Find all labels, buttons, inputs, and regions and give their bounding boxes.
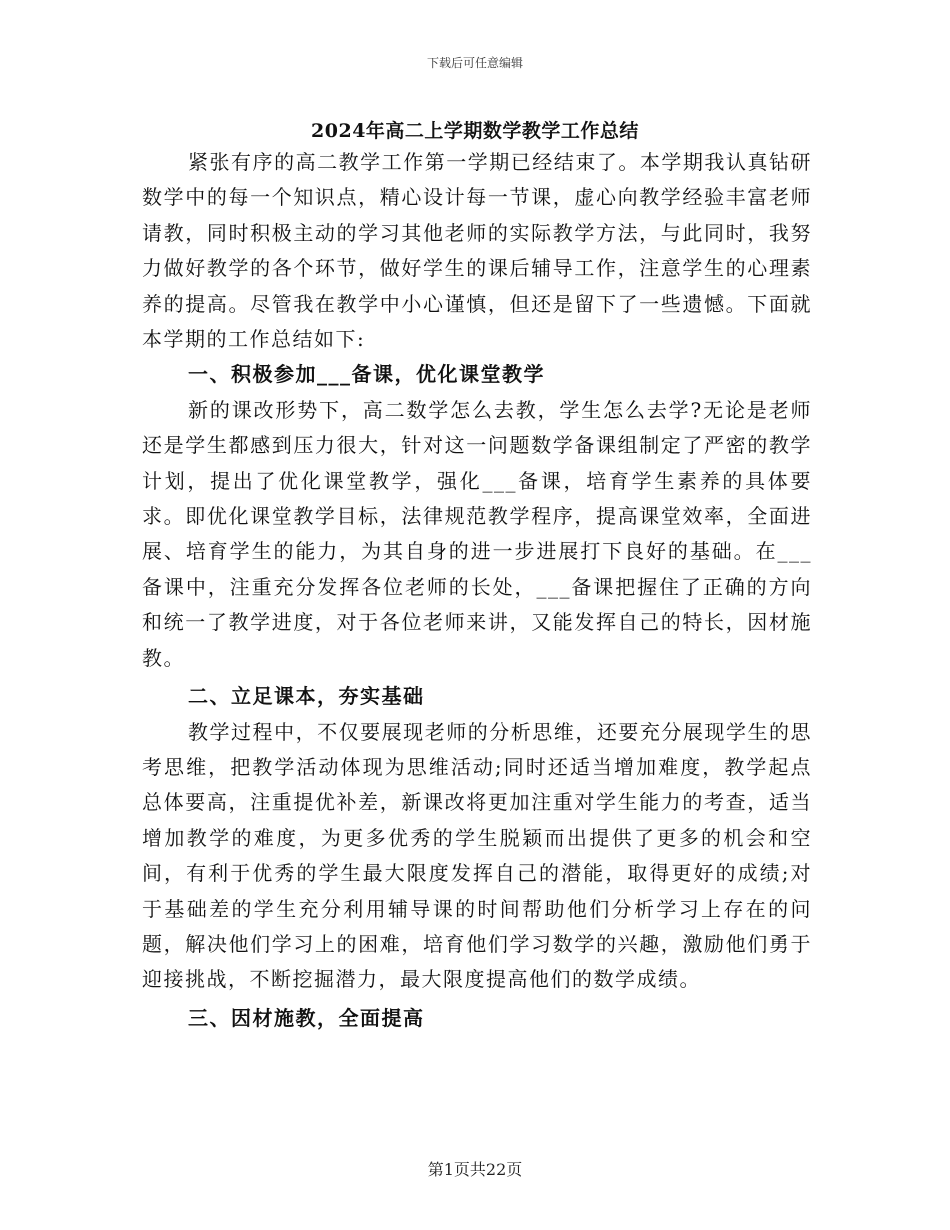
section-3-heading: 三、因材施教，全面提高 [188,1005,425,1030]
section-2-paragraph: 教学过程中，不仅要展现老师的分析思维，还要充分展现学生的思考思维，把教学活动体现为思维活动;同时还适当增加难度，教学起点总体要高，注重提优补差，新课改将更加注重对学生能力的考查，适当增加教学的难度，为更多优秀的学生脱颖而出提供了更多的机会和空间，有利于优秀的学生最大限度发挥自己的潜能，取得更好的成绩;对于基础差的学生充分利用辅导课的时间帮助他们分析学习上存在的问题，解决他们学习上的困难，培育他们学习数学的兴趣，激励他们勇于迎接挑战，不断挖掘潜力，最大限度提高他们的数学成绩。 [142,719,812,992]
intro-paragraph: 紧张有序的高二教学工作第一学期已经结束了。本学期我认真钻研数学中的每一个知识点，精心设计每一节课，虚心向教学经验丰富老师请教，同时积极主动的学习其他老师的实际教学方法，与此同时，我努力做好教学的各个环节，做好学生的课后辅导工作，注意学生的心理素养的提高。尽管我在教学中小心谨慎，但还是留下了一些遗憾。下面就本学期的工作总结如下: [142,150,812,352]
page-indicator: 第1页共22页 [427,1160,523,1179]
document-title: 2024年高二上学期数学教学工作总结 [311,120,639,142]
section-1-heading: 一、积极参加___备课，优化课堂教学 [188,362,545,387]
document-body [142,145,812,1036]
header-note: 下载后可任意编辑 [426,56,523,70]
section-1-paragraph: 新的课改形势下，高二数学怎么去教，学生怎么去学?无论是老师还是学生都感到压力很大，针对这一问题数学备课组制定了严密的教学计划，提出了优化课堂教学，强化___备课，培育学生素养的具体要求。即优化课堂教学目标，法律规范教学程序，提高课堂效率，全面进展、培育学生的能力，为其自身的进一步进展打下良好的基础。在___备课中，注重充分发挥各位老师的长处，___备课把握住了正确的方向和统一了教学进度，对于各位老师来讲，又能发挥自己的特长，因材施教。 [142,397,812,670]
section-2-heading: 二、立足课本，夯实基础 [188,684,425,709]
